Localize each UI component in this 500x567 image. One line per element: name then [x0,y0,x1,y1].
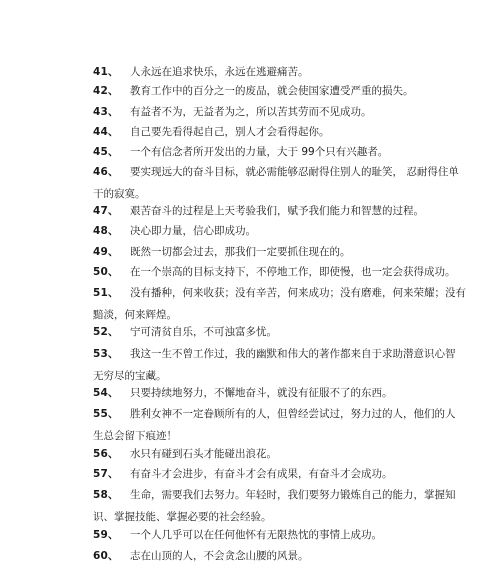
quote-text: 艰苦奋斗的过程是上天考验我们，赋予我们能力和智慧的过程。 [130,205,424,217]
quote-text: 人永远在追求快乐，永远在逃避痛苦。 [130,66,309,78]
quote-number: 49、 [93,246,119,258]
quote-number: 54、 [93,387,119,399]
quote-text-continuation: 黯淡，何来辉煌。 [93,309,177,321]
quote-text: 志在山顶的人，不会贪念山腰的风景。 [130,550,309,562]
quote-text-continuation: 识、掌握技能、掌握必要的社会经验。 [93,511,272,523]
quote-number: 43、 [93,106,119,118]
quote-text: 自己要先看得起自己，别人才会看得起你。 [130,126,330,138]
quote-number: 48、 [93,225,119,237]
quote-text: 教育工作中的百分之一的废品，就会使国家遭受严重的损失。 [130,85,414,97]
quote-text: 我这一生不曾工作过，我的幽默和伟大的著作都来自于求助潜意识心智 [130,348,456,360]
quote-text: 一个有信念者所开发出的力量，大于 99个只有兴趣者。 [130,146,389,158]
quote-text: 决心即力量，信心即成功。 [130,225,256,237]
quote-number: 60、 [93,550,119,562]
quote-number: 46、 [93,166,119,178]
quote-number: 50、 [93,266,119,278]
quote-number: 41、 [93,66,119,78]
quote-text: 要实现远大的奋斗目标，就必需能够忍耐得住别人的耻笑， 忍耐得住单 [130,166,459,178]
quote-text: 没有播种，何来收获；没有辛苦，何来成功；没有磨难，何来荣耀；没有 [130,287,466,299]
quote-text: 水只有碰到石头才能碰出浪花。 [130,448,277,460]
quote-text: 既然一切都会过去，那我们一定要抓住现在的。 [130,246,351,258]
quote-text: 只要持续地努力，不懈地奋斗，就没有征服不了的东西。 [130,387,393,399]
quote-text: 一个人几乎可以在任何他怀有无限热忱的事情上成功。 [130,529,382,541]
quote-number: 53、 [93,348,119,360]
quote-text-continuation: 生总会留下痕迹！ [93,430,177,442]
quote-number: 47、 [93,205,119,217]
quote-number: 51、 [93,287,119,299]
quote-number: 55、 [93,408,119,420]
quote-number: 57、 [93,468,119,480]
quote-text-continuation: 无穷尽的宝藏。 [93,370,167,382]
quote-number: 45、 [93,146,119,158]
quote-number: 59、 [93,529,119,541]
quote-number: 44、 [93,126,119,138]
quote-number: 58、 [93,489,119,501]
quote-text-continuation: 干的寂寞。 [93,188,146,200]
quote-text: 有奋斗才会进步，有奋斗才会有成果，有奋斗才会成功。 [130,468,393,480]
quote-text: 宁可清贫自乐，不可浊富多忧。 [130,326,277,338]
quote-text: 有益者不为，无益者为之，所以苦其劳而不见成功。 [130,106,372,118]
quote-number: 56、 [93,448,119,460]
quote-text: 生命，需要我们去努力。年轻时，我们要努力锻炼自己的能力，掌握知 [130,489,456,501]
quote-number: 42、 [93,85,119,97]
quote-text: 胜利女神不一定眷顾所有的人，但曾经尝试过，努力过的人，他们的人 [130,408,456,420]
quote-text: 在一个崇高的目标支持下，不停地工作，即使慢，也一定会获得成功。 [130,266,456,278]
quote-number: 52、 [93,326,119,338]
